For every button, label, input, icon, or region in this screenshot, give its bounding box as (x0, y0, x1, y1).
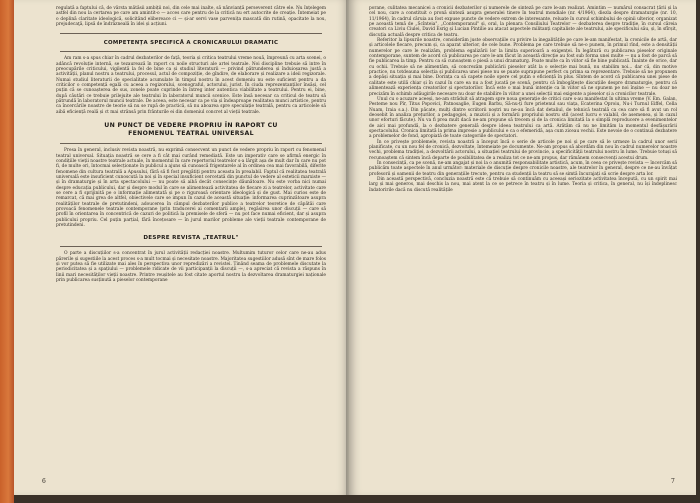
right-text-column (369, 6, 677, 193)
right-page (349, 0, 696, 495)
right-paragraph-2: Referitor la lipsurile noastre, considerăm juste observațiile cu privire la inegalitățile pe care le-am manifestat, la cronicile de artă, dar și articolele fiecare, precum și, ca aparat ulterior, de cele bune. Problema pe care trebuie să ne-o punem, în primul rînd, este a densității numerelor pe care le realizăm, problema egalizării lor la limita superioară a exigenței. În legătură cu publicarea pieselor originale contemporane, suntem de acord că publicarea pe care le-am făcut în această direcție au fost sub forma unei multe — nu a fost de parcă să fie publicarea la timp. Pentru ca să cunoaștem o piesă a unui dramaturg. Poate multe ca în viitor să fie bine publicată. Înainte de orice, dar cu ochii. Trebuie să ne alimentăm, să concrezăm publicării pieselor atât la o selecție mai bună, nu stabilim noi... dar că, din motive practice, nu totdeauna selecția și publicarea unei piese nu se puate suprapune perfect cu prima sa reprezentare. Trebuie să ne propunem a depăși situația și mai bine. Dorința ca să capete noile opere cel puțin o eficiență în plus. Sîntem de acord că publicarea unei piese de calitate este utilă chiar și în cazul în care ea nu a fost jucată pe scenă, pentru că îmbogățește discuțiile despre dramaturgie, pentru că alimentează experiența creatorilor și spectatorilor. Încă este o mai bună intenție ca în viitor să ne spunem pe noi înșine — nu doar ne precizăm în schimb adăugirile necesare nu doar de stabilire în viitor a unei selecții mai exigente a pieselor și a cronicilor teatrale. (369, 38, 677, 97)
heading-2-rule (60, 143, 322, 144)
heading-1-rule-top (60, 33, 322, 34)
cover-edge (0, 0, 14, 503)
heading-despre-revista: DESPRE REVISTA „TEATRUL" (143, 235, 239, 242)
left-text-column (56, 6, 326, 283)
page-number-left: 6 (42, 478, 46, 485)
heading-punct-de-vedere: UN PUNCT DE VEDERE PROPRIU ÎN RAPORT CU FENOMENUL TEATRAL UNIVERSAL (104, 122, 278, 138)
section-3-text: O parte a discuțiilor s-a concentrat în jurul activității redacției noastre. Multumim tuturor celor care ne-au adus părerile și sugestiile la acest proces s-a mult tocmai și necesitate noastre. Majoritatea sugestiilor adusă sînt de mare folos și vor putea să fie utilizate mai ales în perspectiva unor repredizări a revistei. Ținând seama de problemele discutate la periodicitatea și a spațiului — problemele ridicate de vii participanții la discuții —, s-a apreciat că revista a răspuns în linii mari necesităților vieții noastre. Printre reușitele au fost citate aportul nostru la dezvoltarea dramaturgiei naționale prin publicarea susținută a pieselor contemporane (56, 251, 326, 284)
heading-competenta: COMPETENȚA SPECIFICĂ A CRONICARULUI DRAMATIC (103, 40, 279, 47)
section-2-text: Presa în general, inclusiv revista noastră, nu exprimă consecvent un punct de vedere propriu în raport cu fenomenul teatral universal. Situația noastră se cere a fi cât mai curând remediată. Este un imperativ care se afirmă energic în condițiile vieții noastre teatrale actuale, în momentul în care repertoriul teatrelor s-a lărgit așa de mult dar în care nu pot fi, de multe ori, întocmai selecționate în publicul a ajuns să cunoască frigentarele al în ordinea cea mai favorabilă, diferite fenomene din cultura teatrală a Apusului, fără să fi fost pregătiți pentru aceasta în prealabil. Faptul că realitatea teatrală universală este insuficient cunoscută la noi și în special insuficient cercetată din punctul de vedere al esteticii marxiste — și în dramaturgie și în arta spectacolului — nu poate să aibă decât consecințe dăunătoare. Nu este vorba nici numai despre educația publicului, dar și despre modul în care se alimentează activitatea de fiecare zi a teatrelor, activitate care se cere a fi sprijinită pe o informație alimentată și pe o riguroasă orientare ideologică și de gust. Mai curios este de remarcat, că mai grea de altfel, obiectivele care se impun în cazul de această situație: informarea cuprinzătoare asupra realităților teatrale de pretutindeni, adoucerea în câmpul dezbaterilor publice a teatrelor teoretice de căpătâi care provoacă fenomenele teatrale contemporane (prin traducerei ai comentarii ample), regăsirea unor discuții — care să profil în orientarea în concentrică de cazuri de politică la premisele de sferă — nu pot face numai eficient, dar și asupra publicului propriu. Cel puțin parțial, fără încețosare — în jurul marilor probleme ale vieții teatrale contemporane de pretutindeni. (56, 148, 326, 228)
page-number-right: 7 (671, 478, 675, 485)
heading-3-rule (60, 246, 322, 247)
section-1-text: Am ram s-a spus chiar în cadrul dezbaterilor de față, teoria și critica teatrului vreme nouă, împreună cu arta scenei, o adâncă revoluție internă, se tezaurează în raport cu noile structuri ale artei teatrale. Noi discipline trebuie să intre în preocupările criticului, vigilentă la fel de bine ca și studiul literaturii — privind pătrunderea și înduioșarea justă a activității, planul nostru a teatrului, procesul, actul de compoziție, de gîndire, de elaborare și realizare a ideii regizorale. Numai studiul literaturii de specialitate acumulate în timpul nostru în acest domeniu nu este suficient pentru a da criticilor o competență egală cu aceea a regizorului, scenograful, actorului, jurist. În ciuda reprezentanților însăși, cel puțin că se cunoașterea de sus, zonele poate cuprinde în întreg inter autentica viabilitate a teatrului. Pentru ei, bine, după căutări ce trebuie prilejuite ale teatrului în laboratorul muncii scenice. Este însă necesar ca criticul de teatru să pătrundă în laboratorul muncii teatrale. De aceea, este necesar ca pe via și îndeaproape realitatea munci artistice, pentru ca încercările noastre de teorie să nu se rupă de practică, să nu aboarea spre speculație teatrală, pentru ca articolele să aibă eficiență reală și ct mai strânsă prin frânturile ei din domeniul concret al vieții teatrale. (56, 56, 326, 115)
right-paragraph-3: Unul cu o acuzare aceeși, ne-am străduit să atragem spre noua generație de critici care s-au manifestat în ultima vreme (V. Em. Galan, Pesteme nou Pîr, Titus Popovici, Patnosaglie, Eugen Barbu, Să-nu-ți fure prietenul sau viața, Ecaterina Oproiu, Nu-i Turnul Eiffel, Cella Nuam, Iraia s.a.). Din păcate, mulți dintre scriitorii noștri nu ne-au încă dat detaliul, de tehnică teatrală ca cea care să fi avut un rol deosebit în analiza prețurilor, a pedagogiei, a muzicii și a formării propriului nostru stil (acest lucru e valabil, de asemenea, și în cazul unor eforturi făcute). Nu va fi prea mult dacă ne-am propune să trecem și de la cronica limitată la o simplă reproducere a evenimentelor de aici mai profundă, la o dezbatere generală despre ideea teatrului ca artă. Arătăm că nu ne limităm la momentul desfășurării spectacolului. Cronica limitată la prima impresie a publicului e ca o efemeridă, așa cum ziceau vechii. Este nevoie de o continuă dezbatere a problemelor de fond, apropiată de toate categoriile de spectatori. (369, 96, 677, 140)
right-paragraph-4: În ce privește problemele, revista noastră a început încă o serie de articole pe noi și pe care să le urmeze la cadrul unor serii planificate, cu un nou fel de cronică, dezvoltate, întemeiate pe documente. Ne-am propus să abordăm din nou în cadrul numerelor noastre vechi, problema tradiției, a dezvoltării actorului, a situației teatrului de provincie, a specificității teatrului nostru în lume. Trebuie totuși să recunoaștem că sintem încă departe de posibilitatea de a realiza tot ce ne-am propus, dar rămânem consecvenți acestui drum. (369, 139, 677, 161)
right-paragraph-1: porane, culitatea mecanicei a cronicii dezbaterilor și numerele de sinteză pe care le-am realizat. Amintim — numărul consacrat țării și la cel nou, care a constituit o pronă sinteză asupra generalei tinere în teatrul mondiale (nr. 4/1964), diezla despre dramaturgie (nr. 10, 11/1964), în cadrul căruia au fost expuse puncte de vedere extrem de interesante, reluate în cursul schimbului de opinii ulterior, organizat pe această temă de „Scînteia", „Contemporanul" și, oral, la plenara Consiliului Teatrelor — dezbaterea despre tradiție, în cursul căreia creatori ca Liviu Ciulei, David Esrig și Lucian Pintilie au atacat aspectele militanți capitaliste ale teatrului, ale specificului său, și, în sfîrșit, discuția actuală despre critica de teatru. (369, 6, 677, 38)
intro-paragraph: regulată a faptului că, de vârsta mătăsii ambiții noi, din cele mai inalte, să nănvianță perseverent către ele. Nu înțelegem astfel din nou la certarea pe care am amintit-o — acces care pentru de la critică nu ert autocrite de creație. Întemeiat pe o deplină claritate ideologică, solicitând elibereace ci — și-ar servi vase parvenița mascată din rutină, opacitate la nou, prejudecaţă, lipsă de îndrăzneală în idei și acțiuni. (56, 6, 326, 28)
right-paragraph-6: Din această perspectivă, concluzia noastră este că trebuie să continuăm cu aceeași seriozitate activitatea începută, cu un spirit mai larg și mai generos, mai deschis la nou, mai atent la ce se petrece în teatru și în lume. Teoria și critica, în general, nu își îndeplinesc îndatoririle dacă nu discută realitățile (369, 177, 677, 193)
left-page (14, 0, 349, 495)
right-paragraph-5: În consecință, ca pe scenă, ne-am angajat și noi la o anumită responsabilitate artistică, acum, în ceea ce privește revista — încercăm să publicăm toate aspectele în anul următor: materiale de discuție despre cronicile noastre, ale teatrelor în general, despre ce ne-au învățat profesorii și oamenii de teatru din generațiile trecute, pentru ca studenții la teatru să se simtă încurajați să scrie despre arta lor. (369, 160, 677, 177)
heading-1-rule-bottom (60, 51, 322, 52)
